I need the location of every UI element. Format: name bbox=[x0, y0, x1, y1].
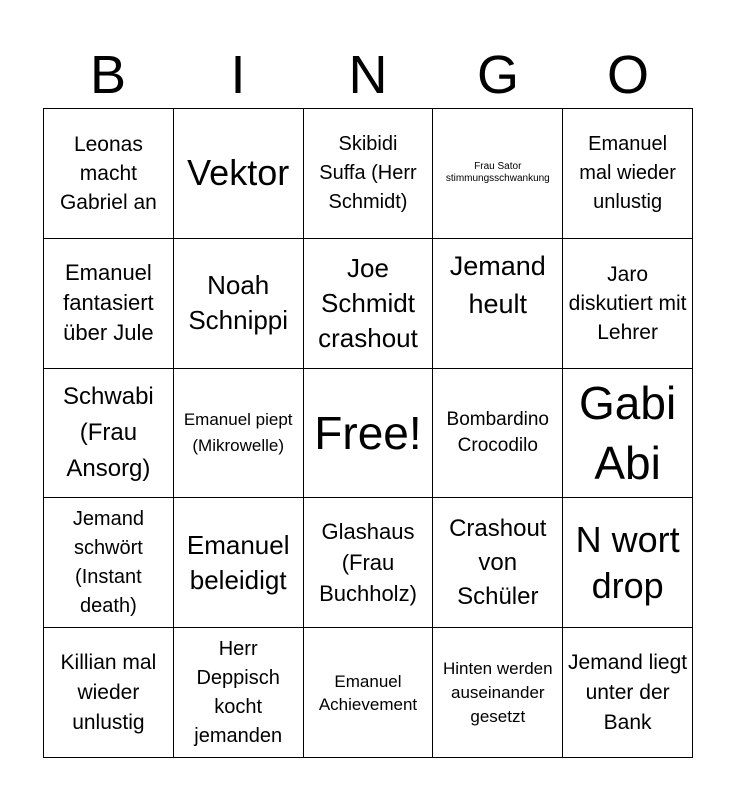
bingo-cell[interactable] bbox=[44, 239, 174, 369]
header-letter-o: O bbox=[606, 45, 649, 105]
bingo-cell[interactable] bbox=[44, 498, 174, 628]
header-letter-b: B bbox=[89, 45, 127, 105]
bingo-header bbox=[43, 42, 693, 108]
bingo-cell[interactable] bbox=[433, 109, 563, 239]
cell-text: Killian mal wieder unlustig bbox=[60, 650, 157, 734]
bingo-cell[interactable] bbox=[563, 369, 693, 499]
bingo-cell[interactable] bbox=[304, 628, 434, 758]
header-letter-i: I bbox=[230, 45, 246, 105]
bingo-cell[interactable] bbox=[174, 628, 304, 758]
cell-text: Emanuel Achievement bbox=[318, 671, 418, 714]
cell-text: Jemand schwört (Instant death) bbox=[72, 507, 144, 617]
bingo-cell[interactable] bbox=[433, 239, 563, 369]
cell-text: Vektor bbox=[187, 152, 290, 194]
bingo-cell[interactable] bbox=[44, 628, 174, 758]
bingo-cell[interactable] bbox=[44, 369, 174, 499]
bingo-cell[interactable] bbox=[563, 498, 693, 628]
cell-text: Herr Deppisch kocht jemanden bbox=[194, 637, 283, 747]
bingo-cell[interactable] bbox=[44, 109, 174, 239]
cell-text: Glashaus (Frau Buchholz) bbox=[319, 519, 417, 607]
bingo-cell[interactable] bbox=[174, 498, 304, 628]
cell-text: Skibidi Suffa (Herr Schmidt) bbox=[319, 132, 417, 213]
header-letter-n: N bbox=[348, 45, 388, 105]
bingo-cell[interactable] bbox=[433, 628, 563, 758]
cell-text: Leonas macht Gabriel an bbox=[59, 132, 157, 214]
bingo-cell[interactable] bbox=[304, 109, 434, 239]
cell-text: Emanuel piept (Mikrowelle) bbox=[183, 409, 293, 455]
cell-text: Jaro diskutiert mit Lehrer bbox=[568, 262, 687, 344]
cell-text: Bombardino Crocodilo bbox=[446, 408, 549, 456]
bingo-cell[interactable] bbox=[563, 109, 693, 239]
bingo-cell[interactable] bbox=[174, 109, 304, 239]
cell-text: Schwabi (Frau Ansorg) bbox=[63, 382, 154, 482]
bingo-cell[interactable] bbox=[433, 369, 563, 499]
bingo-cell[interactable] bbox=[304, 498, 434, 628]
bingo-cell[interactable] bbox=[174, 239, 304, 369]
cell-text: Emanuel fantasiert über Jule bbox=[63, 260, 154, 346]
cell-text: Noah Schnippi bbox=[188, 270, 289, 336]
cell-text: Frau Sator stimmungsschwankung bbox=[445, 161, 550, 185]
bingo-cell[interactable] bbox=[563, 628, 693, 758]
bingo-cell[interactable] bbox=[563, 239, 693, 369]
free-cell-text: Free! bbox=[314, 406, 422, 459]
cell-text: Jemand heult bbox=[449, 250, 546, 319]
cell-text: N wort drop bbox=[575, 518, 680, 606]
header-letter-g: G bbox=[476, 45, 519, 105]
cell-text: Crashout von Schüler bbox=[449, 514, 547, 610]
cell-text: Emanuel beleidigt bbox=[186, 529, 290, 595]
bingo-cell[interactable] bbox=[174, 369, 304, 499]
cell-text: Joe Schmidt crashout bbox=[318, 252, 418, 353]
bingo-grid bbox=[43, 108, 693, 758]
cell-text: Jemand liegt unter der Bank bbox=[568, 650, 688, 734]
bingo-cell[interactable] bbox=[433, 498, 563, 628]
bingo-cell[interactable] bbox=[304, 239, 434, 369]
cell-text: Gabi Abi bbox=[579, 376, 677, 489]
cell-text: Emanuel mal wieder unlustig bbox=[579, 132, 676, 213]
bingo-cell free-cell[interactable] bbox=[304, 369, 434, 499]
cell-text: Hinten werden auseinander gesetzt bbox=[442, 658, 553, 726]
